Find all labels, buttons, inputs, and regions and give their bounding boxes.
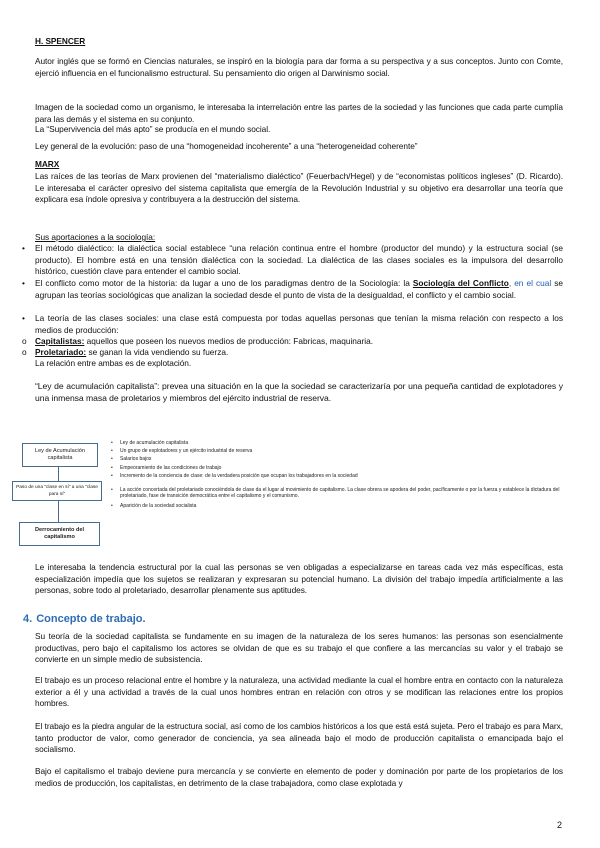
bullet-icon: •	[22, 243, 25, 253]
spencer-paragraph-4: Ley general de la evolución: paso de una “homogeneidad incoherente” a una “heterogeneidad coherente”	[35, 141, 418, 151]
diagram-list-item: • La acción concertada del proletariado conociéndola de clase da el lugar al movimiento de capitalismo. La clase obrera se apodera del poder, pacíficamente o por la fuerza y establece la dictadura del proletariado, fase de transición democrática entre el capitalismo y el comunismo.	[111, 487, 563, 499]
diagram-list-item: • Salarios bajos	[111, 456, 563, 462]
spencer-paragraph-3: La “Supervivencia del más apto” se producía en el mundo social.	[35, 124, 271, 134]
circle-bullet-icon: o	[22, 336, 27, 346]
diagram-list-item: • Incremento de la conciencia de clase: de la verdadera posición que ocupan los trabajadores en la sociedad	[111, 473, 563, 479]
diagram-list-item: • Aparición de la sociedad socialista	[111, 503, 563, 509]
section-number: 4.	[23, 613, 33, 625]
class-item	[22, 336, 563, 348]
work-paragraph-3: El trabajo es la piedra angular de la estructura social, así como de los cambios históricos a los que está está sujeta. Pero el trabajo es para Marx, tanto productor de valor, como generador de conciencia, ya sea alineada bajo el modo de producción capitalista o emancipada bajo el socialismo.	[35, 721, 563, 755]
diagram-connector	[58, 500, 59, 522]
diagram-list-item: • Un grupo de explotadores y un ejército industrial de reserva	[111, 448, 563, 454]
bullet-text: La teoría de las clases sociales: una clase está compuesta por todas aquellas personas que tenían la misma relación con respecto a los medios de producción:	[35, 313, 563, 335]
spencer-heading: H. SPENCER	[35, 36, 86, 46]
list-item	[22, 313, 563, 336]
diagram-box-overthrow: Derrocamiento del capitalismo	[19, 522, 100, 546]
specialization-paragraph: Le interesaba la tendencia estructural por la cual las personas se ven obligadas a especializarse en tareas cada vez más específicas, esta especialización impedía que los sujetos se realizaran y expresaran su potencial humano. La división del trabajo impedía artificialmente a las personas, sobre todo al proletariado, desarrollar plenamente sus aptitudes.	[35, 562, 563, 596]
conflict-blue-text: , en el cual	[508, 278, 552, 288]
contributions-heading: Sus aportaciones a la sociología:	[35, 232, 156, 242]
spencer-paragraph-2: Imagen de la sociedad como un organismo, le interesaba la interrelación entre las partes de la sociedad y las funciones que cada parte cumplía para las demás y el sistema en su conjunto.	[35, 102, 563, 124]
diagram-connector	[58, 466, 59, 481]
class-item	[22, 347, 563, 359]
marx-paragraph-1: Las raíces de las teorías de Marx provienen del “materialismo dialéctico” (Feuerbach/Hegel) y de “economistas políticos ingleses” (D. Ricardo). Le interesaba el carácter opresivo del sistema capitalista que emergía de la Revolución Industrial y su objetivo era desarrollar una teoría que explicara esa índole opresiva y contribuyera a la destrucción del sistema.	[35, 171, 563, 205]
work-paragraph-2: El trabajo es un proceso relacional entre el hombre y la naturaleza, una actividad mediante la cual el hombre entra en contacto con la naturaleza exterior a él y una actividad a través de la cual unos hombres entran en relación con otros y se modifican las relaciones entre los propios hombres.	[35, 675, 563, 709]
circle-bullet-icon: o	[22, 347, 27, 357]
page-number: 2	[556, 820, 562, 830]
work-paragraph-4: Bajo el capitalismo el trabajo deviene pura mercancía y se convierte en elemento de poder y dominación por parte de los propietarios de los medios de producción, los capitalistas, en detrimento de la clase trabajadora, como clase explotada y	[35, 766, 563, 788]
bullet-text	[35, 278, 563, 301]
relation-text: La relación entre ambas es de explotación.	[35, 358, 192, 368]
list-item	[22, 243, 563, 278]
conflict-link[interactable]: Sociología del Conflicto	[412, 278, 509, 288]
conflict-rest: se agrupan las teorías sociológicas que analizan la sociedad desde el punto de vista de la desigualdad, el conflicto y el cambio social.	[35, 278, 563, 300]
diagram-box-accumulation: Ley de Acumulación capitalista	[22, 443, 98, 467]
class-text: aquellos que poseen los nuevos medios de producción: Fabricas, maquinaria.	[84, 336, 374, 346]
diagram-list-item: • Ley de acumulación capitalista	[111, 440, 563, 446]
capital-law-paragraph: “Ley de acumulación capitalista”: prevea una situación en la que la sociedad se caracterizaría por una pequeña cantidad de explotadores y una inmensa masa de proletarios y miembros del ejército industrial de reserva.	[35, 381, 563, 403]
marx-heading: MARX	[35, 159, 60, 169]
list-item	[22, 278, 563, 301]
bullet-icon: •	[22, 278, 25, 288]
diagram-list-item: • Empeoramiento de las condiciones de trabajo	[111, 465, 563, 471]
spencer-paragraph-1: Autor inglés que se formó en Ciencias naturales, se inspiró en la biología para dar forma a su perspectiva y a sus conceptos. Junto con Comte, ejerció influencia en el funcionalismo estructural. Su pensamiento dio origen al Darwinismo social.	[35, 56, 563, 78]
bullet-text: El método dialéctico: la dialéctica social establece “una relación continua entre el hombre (productor del mundo) y la estructura social (se producto). El hombre está en una tensión dialéctica con la sociedad. La dialéctica de las clases sociales es la impulsora del desarrollo histórico, cuestión clave para entender el cambio social.	[35, 243, 563, 277]
bullet-icon: •	[22, 313, 25, 323]
class-label: Proletariado:	[35, 347, 87, 357]
class-text: se ganan la vida vendiendo su fuerza.	[86, 347, 229, 357]
diagram-box-class-consciousness: Paso de una “clase en sí” a una “clase para sí”	[12, 481, 102, 501]
diagram-list	[111, 440, 563, 510]
work-paragraph-1: Su teoría de la sociedad capitalista se fundamente en su imagen de la naturaleza de los seres humanos: las personas son esencialmente productivas, pero bajo el capitalismo los actores se olvidan de que es su trabajo el que confiere a las mercancías su valor y el trabajo se convierte en un simple medio de subsistencia.	[35, 631, 563, 665]
section-title-text: Concepto de trabajo.	[36, 613, 146, 625]
section-title	[23, 613, 150, 625]
class-label: Capitalistas:	[35, 336, 85, 346]
conflict-text: El conflicto como motor de la historia: da lugar a uno de los paradigmas dentro de la Sociología: la	[35, 278, 410, 288]
